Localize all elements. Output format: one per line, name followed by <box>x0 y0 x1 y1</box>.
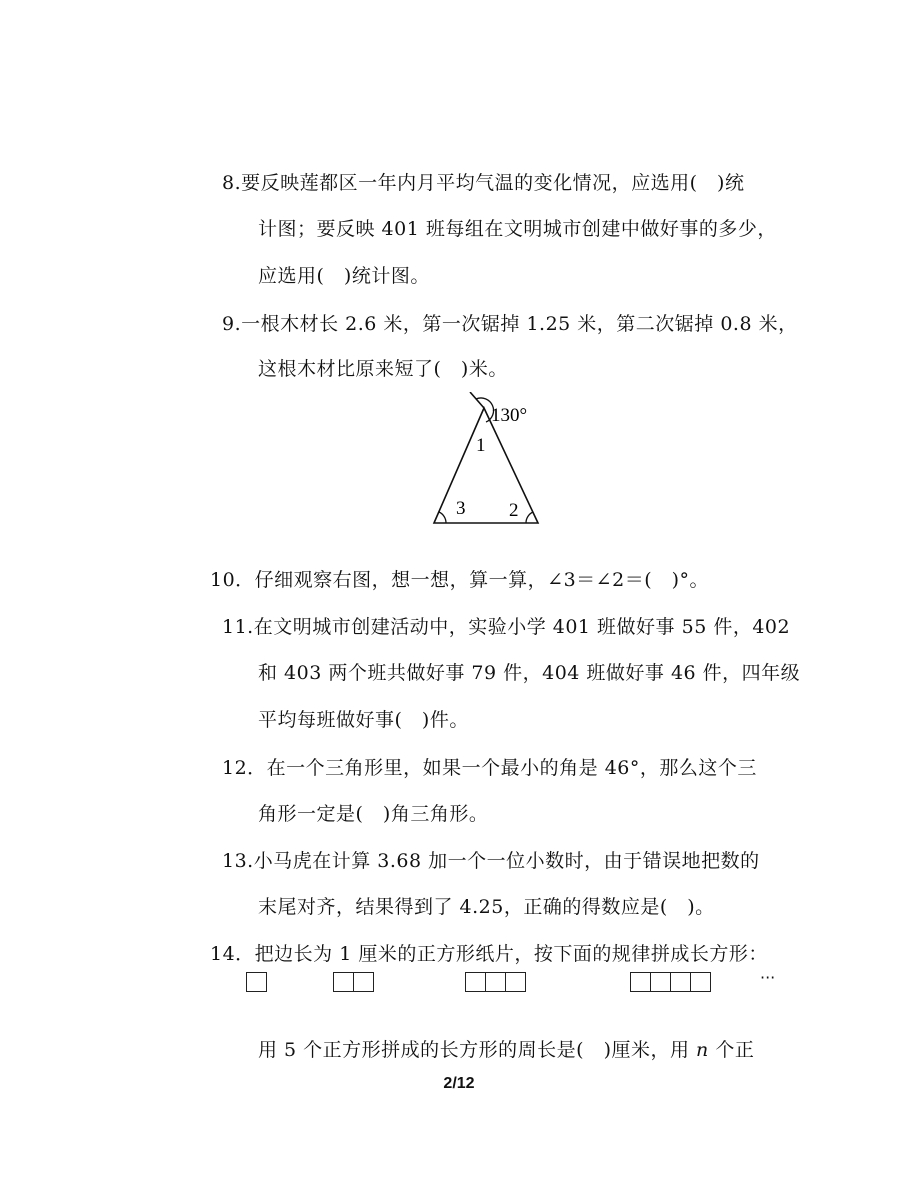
angle-2-label: 2 <box>509 500 519 521</box>
q11-line3: 平均每班做好事( )件。 <box>258 709 469 731</box>
q14-variable-n: n <box>696 1039 709 1061</box>
page-number: 2/12 <box>443 1075 475 1092</box>
q8-line1: 8.要反映莲都区一年内月平均气温的变化情况，应选用( )统 <box>222 172 745 194</box>
q9-line1: 9.一根木材长 2.6 米，第一次锯掉 1.25 米，第二次锯掉 0.8 米， <box>222 313 798 335</box>
q9-line2: 这根木材比原来短了( )米。 <box>258 358 508 380</box>
q11-line2: 和 403 两个班共做好事 79 件，404 班做好事 46 件，四年级 <box>258 662 801 684</box>
q13-line2: 末尾对齐，结果得到了 4.25，正确的得数应是( )。 <box>258 896 715 918</box>
square-group-3 <box>465 972 526 992</box>
q12-line1: 12．在一个三角形里，如果一个最小的角是 46°，那么这个三 <box>222 757 757 779</box>
q8-line3: 应选用( )统计图。 <box>258 265 430 287</box>
triangle-figure <box>420 392 560 532</box>
extended-side-line <box>470 392 484 408</box>
angle-3-arc <box>439 512 446 523</box>
q14-line2-part-a: 用 5 个正方形拼成的长方形的周长是( )厘米，用 <box>258 1039 697 1061</box>
square-group-1 <box>246 972 267 992</box>
square-group-4 <box>630 972 711 992</box>
q10-line1: 10．仔细观察右图，想一想，算一算，∠3＝∠2＝( )°。 <box>210 569 710 591</box>
q11-line1: 11.在文明城市创建活动中，实验小学 401 班做好事 55 件，402 <box>222 616 791 638</box>
square-group-2 <box>333 972 374 992</box>
angle-2-arc <box>526 512 533 523</box>
ellipsis: ··· <box>760 968 776 987</box>
q13-line1: 13.小马虎在计算 3.68 加一个一位小数时，由于错误地把数的 <box>222 850 760 872</box>
angle-1-label: 1 <box>476 435 486 456</box>
angle-3-label: 3 <box>456 498 466 519</box>
q12-line2: 角形一定是( )角三角形。 <box>258 803 489 825</box>
q14-line2 <box>258 1038 754 1062</box>
q8-line2: 计图；要反映 401 班每组在文明城市创建中做好事的多少， <box>258 218 777 240</box>
angle-130-label: 130° <box>491 405 528 426</box>
q14-line2-part-b: 个正 <box>708 1039 755 1061</box>
q14-line1: 14．把边长为 1 厘米的正方形纸片，按下面的规律拼成长方形： <box>210 943 768 965</box>
